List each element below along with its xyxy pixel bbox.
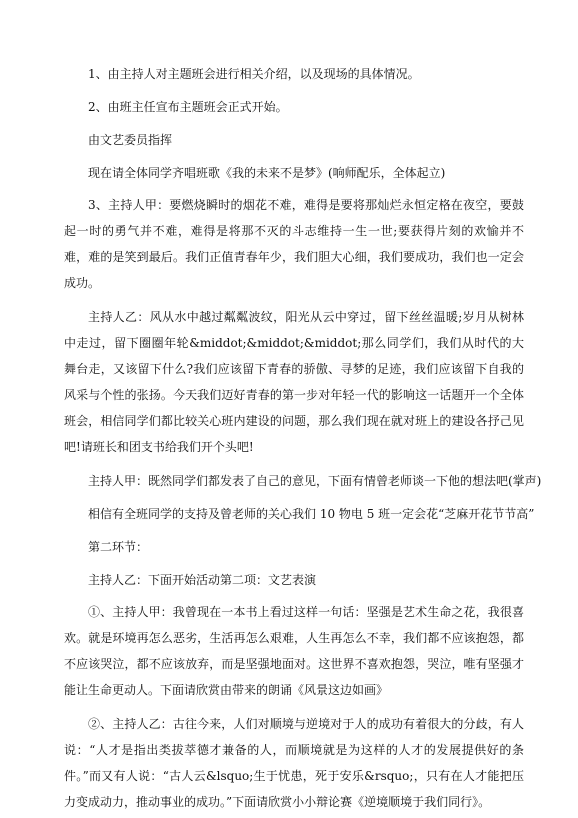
paragraph-host-b-speech: 主持人乙：风从水中越过粼粼波纹，阳光从云中穿过，留下丝丝温暖;岁月从树林中走过，留下圈圈年轮&middot;&middot;&middot;那么同学们，我们从时代的大舞台走，又该留下什么?我们应该留下青春的骄傲、寻梦的足迹，我们应该留下自我的风采与个性的张扬。今天我们迈好青春的第一步对年轻一代的影响这一话题开一个全体班会，相信同学们都比较关心班内建设的问题，那么我们现在就对班上的建设各抒己见吧!请班长和团支书给我们开个头吧!	[64, 310, 524, 454]
paragraph-class-wish: 相信有全班同学的支持及曾老师的关心我们 10 物电 5 班一定会花“芝麻开花节节高”	[88, 507, 535, 521]
paragraph-host-a-teacher: 主持人甲：既然同学们都发表了自己的意见，下面有情曾老师谈一下他的想法吧(掌声)	[88, 474, 542, 488]
paragraph-item-1-recitation: ①、主持人甲：我曾现在一本书上看过这样一句话：坚强是艺术生命之花，我很喜欢。就是环境再怎么恶劣，生活再怎么艰难，人生再怎么不幸，我们都不应该抱怨，都不应该哭泣，都不应该放弃，而是坚强地面对。这世界不喜欢抱怨，哭泣，唯有坚强才能让生命更动人。下面请欣赏由带来的朗诵《风景这边如画》	[64, 605, 524, 697]
paragraph-step-2: 2、由班主任宣布主题班会正式开始。	[88, 100, 288, 114]
paragraph-conductor: 由文艺委员指挥	[88, 133, 173, 147]
paragraph-step-1: 1、由主持人对主题班会进行相关介绍，以及现场的具体情况。	[88, 67, 420, 81]
paragraph-host-a-opening: 3、主持人甲：要燃烧瞬时的烟花不难，难得是要将那灿烂永恒定格在夜空，要鼓起一时的勇气并不难，难得是将那不灭的斗志维持一生一世;要获得片刻的欢愉并不难，难的是笑到最后。我们正值青春年少，我们胆大心细，我们要成功，我们也一定会成功。	[64, 198, 524, 290]
paragraph-item-2-debate: ②、主持人乙：古往今来，人们对顺境与逆境对于人的成功有着很大的分歧，有人说：“人才是指出类拔萃德才兼备的人，而顺境就是为这样的人才的发展提供好的条件。”而又有人说：“古人云&lsquo;生于忧患，死于安乐&rsquo;，只有在人才能把压力变成动力，推动事业的成功。”下面请欣赏小小辩论赛《逆境顺境于我们同行》。	[64, 717, 524, 809]
paragraph-class-song: 现在请全体同学齐唱班歌《我的未来不是梦》(响师配乐，全体起立)	[88, 166, 446, 180]
section-heading-part-two: 第二环节：	[88, 540, 149, 554]
document-body	[64, 61, 542, 815]
paragraph-host-b-performance: 主持人乙：下面开始活动第二项：文艺表演	[88, 573, 317, 587]
